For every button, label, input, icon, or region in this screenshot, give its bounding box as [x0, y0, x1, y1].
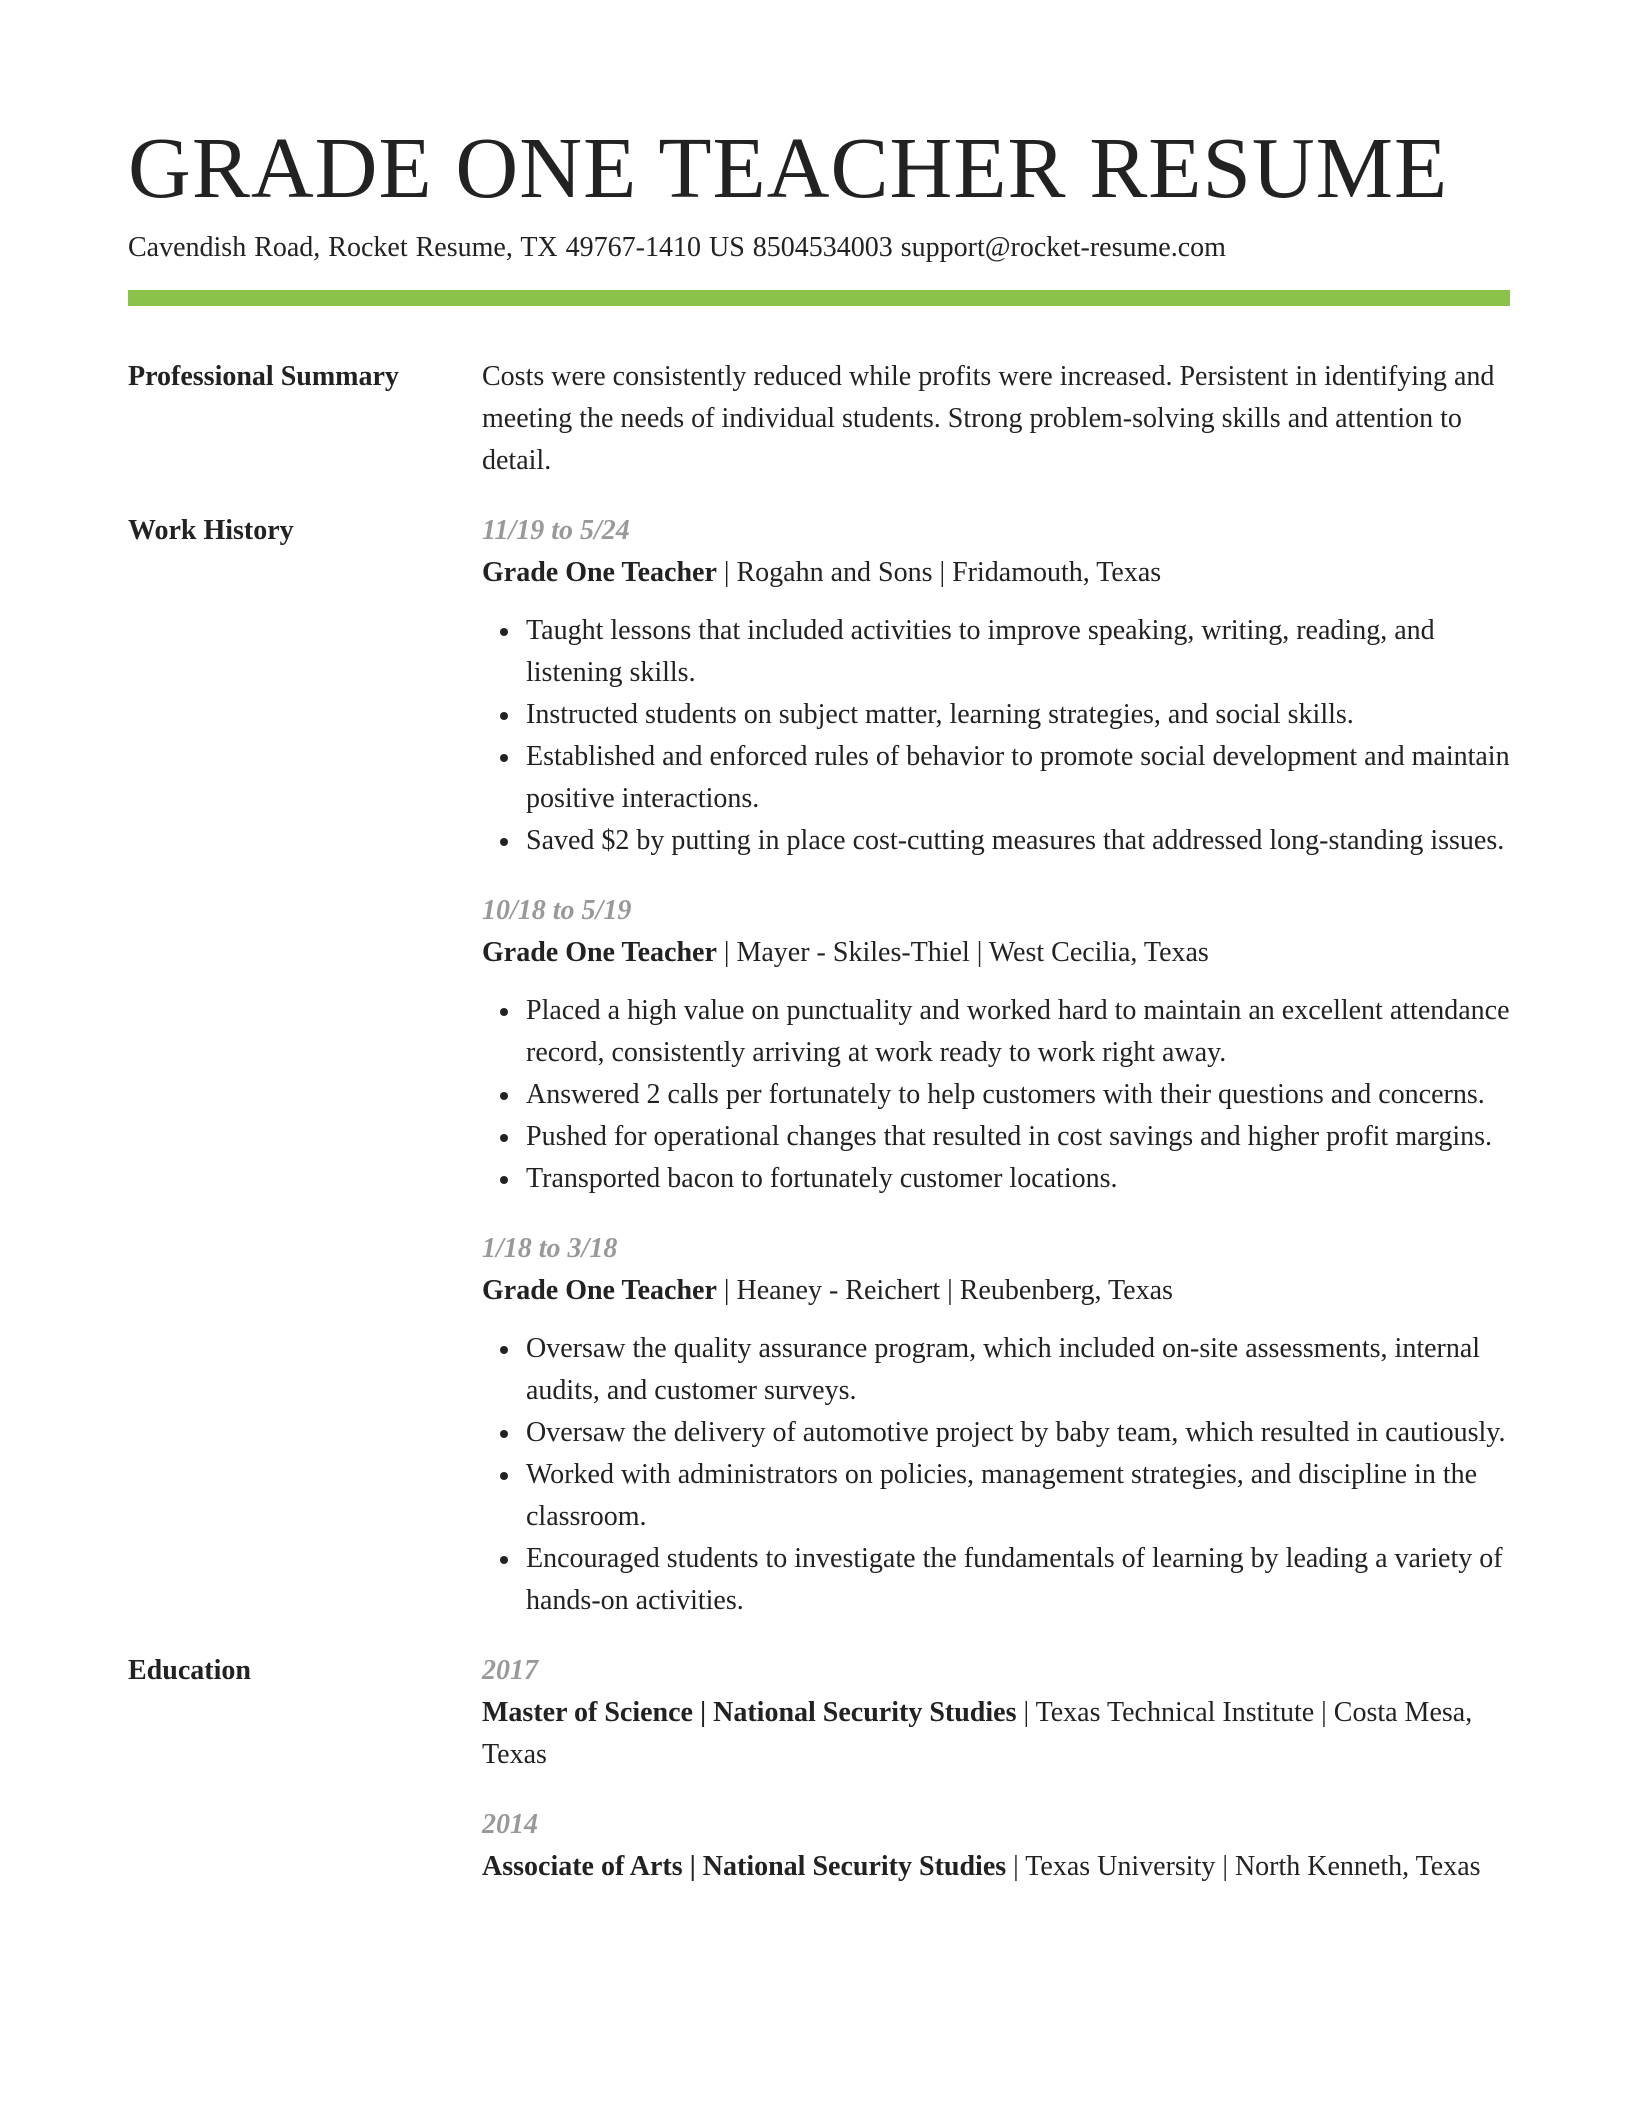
contact-address: Cavendish Road, Rocket Resume, TX 49767-1410 US [128, 232, 745, 263]
job-bullet: Encouraged students to investigate the fundamentals of learning by leading a variety of hands-on activities. [526, 1538, 1510, 1622]
job-bullet: Transported bacon to fortunately customer locations. [526, 1158, 1510, 1200]
contact-phone: 8504534003 [752, 232, 893, 263]
job-employer-location: | Mayer - Skiles-Thiel | West Cecilia, Texas [716, 937, 1209, 968]
job-role-line [482, 1270, 1510, 1312]
job-bullet: Instructed students on subject matter, learning strategies, and social skills. [526, 694, 1510, 736]
job-bullet: Placed a high value on punctuality and worked hard to maintain an excellent attendance record, consistently arriving at work ready to work right away. [526, 990, 1510, 1074]
education-year: 2017 [482, 1655, 538, 1686]
job-bullet: Oversaw the delivery of automotive project by baby team, which resulted in cautiously. [526, 1412, 1510, 1454]
job-bullet: Pushed for operational changes that resulted in cost savings and higher profit margins. [526, 1116, 1510, 1158]
section-label-work-history: Work History [128, 515, 294, 546]
job-role-line [482, 552, 1510, 594]
job-dates: 11/19 to 5/24 [482, 515, 630, 546]
job-bullets [482, 990, 1510, 1200]
job-bullet: Taught lessons that included activities to improve speaking, writing, reading, and listening skills. [526, 610, 1510, 694]
job-dates: 10/18 to 5/19 [482, 895, 632, 926]
section-label-education: Education [128, 1655, 251, 1686]
education-section [128, 1650, 1510, 1888]
education-school-location: | Texas Technical Institute | Costa Mesa, Texas [482, 1697, 1473, 1770]
job-entry [482, 1228, 1510, 1622]
job-bullet: Established and enforced rules of behavior to promote social development and maintain positive interactions. [526, 736, 1510, 820]
job-entry [482, 510, 1510, 862]
job-dates: 1/18 to 3/18 [482, 1233, 618, 1264]
contact-line [128, 230, 1510, 266]
education-entry [482, 1650, 1510, 1776]
job-title: Grade One Teacher [482, 1275, 717, 1306]
job-employer-location: | Heaney - Reichert | Reubenberg, Texas [716, 1275, 1173, 1306]
job-entry [482, 890, 1510, 1200]
job-bullet: Worked with administrators on policies, management strategies, and discipline in the classroom. [526, 1454, 1510, 1538]
section-label-summary: Professional Summary [128, 361, 399, 392]
job-role-line [482, 932, 1510, 974]
job-bullets [482, 1328, 1510, 1622]
job-bullet: Answered 2 calls per fortunately to help customers with their questions and concerns. [526, 1074, 1510, 1116]
education-degree-line [482, 1846, 1510, 1888]
job-bullet: Oversaw the quality assurance program, which included on-site assessments, internal audits, and customer surveys. [526, 1328, 1510, 1412]
job-bullet: Saved $2 by putting in place cost-cutting measures that addressed long-standing issues. [526, 820, 1510, 862]
job-title: Grade One Teacher [482, 557, 717, 588]
job-title: Grade One Teacher [482, 937, 717, 968]
header-divider [128, 290, 1510, 306]
education-degree: Associate of Arts | National Security Studies [482, 1851, 1007, 1882]
education-school-location: | Texas University | North Kenneth, Texas [1006, 1851, 1481, 1882]
education-list [482, 1650, 1510, 1888]
job-employer-location: | Rogahn and Sons | Fridamouth, Texas [716, 557, 1162, 588]
work-history-section [128, 510, 1510, 1622]
summary-section [128, 356, 1510, 482]
contact-email[interactable]: support@rocket-resume.com [900, 232, 1226, 263]
education-degree: Master of Science | National Security Studies [482, 1697, 1017, 1728]
work-history-list [482, 510, 1510, 1622]
job-bullets [482, 610, 1510, 862]
education-year: 2014 [482, 1809, 538, 1840]
education-entry [482, 1804, 1510, 1888]
summary-text: Costs were consistently reduced while profits were increased. Persistent in identifying and meeting the needs of individual students. Strong problem-solving skills and attention to detail. [482, 361, 1495, 476]
education-degree-line [482, 1692, 1510, 1776]
resume-title: GRADE ONE TEACHER RESUME [128, 119, 1449, 216]
